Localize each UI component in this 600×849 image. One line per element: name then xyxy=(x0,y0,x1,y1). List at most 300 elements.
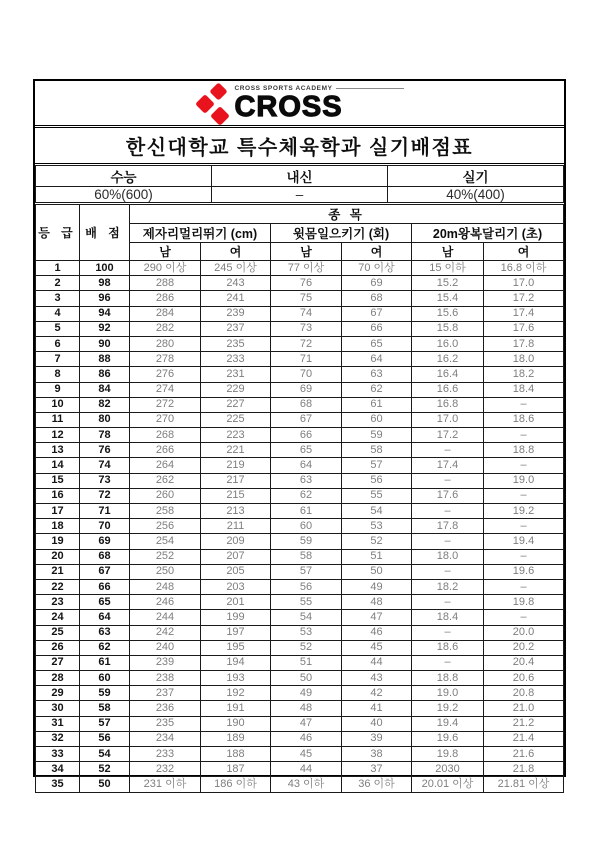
jump-male-cell: 274 xyxy=(130,382,201,397)
points-cell: 96 xyxy=(80,291,130,306)
table-row xyxy=(36,428,564,443)
points-cell: 59 xyxy=(80,686,130,701)
situp-female-cell: 55 xyxy=(342,488,412,503)
run-female-cell: 20.4 xyxy=(484,655,564,670)
run-male-cell: 15.4 xyxy=(412,291,484,306)
table-row xyxy=(36,504,564,519)
table-row xyxy=(36,716,564,731)
table-row xyxy=(36,367,564,382)
table-row xyxy=(36,747,564,762)
table-row xyxy=(36,671,564,686)
situp-female-cell: 59 xyxy=(342,428,412,443)
points-cell: 56 xyxy=(80,731,130,746)
run-male-cell: 15.2 xyxy=(412,276,484,291)
grade-cell: 2 xyxy=(36,276,80,291)
points-cell: 54 xyxy=(80,747,130,762)
jump-male-cell: 258 xyxy=(130,504,201,519)
situp-female-cell: 67 xyxy=(342,306,412,321)
points-cell: 66 xyxy=(80,579,130,594)
grade-cell: 32 xyxy=(36,731,80,746)
table-row xyxy=(36,625,564,640)
situp-female-cell: 63 xyxy=(342,367,412,382)
run-male-cell: 16.6 xyxy=(412,382,484,397)
run-male-cell: 16.2 xyxy=(412,352,484,367)
situp-male-cell: 73 xyxy=(271,321,342,336)
situp-female-cell: 45 xyxy=(342,640,412,655)
situp-male-cell: 69 xyxy=(271,382,342,397)
run-female-cell: 17.4 xyxy=(484,306,564,321)
jump-male-cell: 286 xyxy=(130,291,201,306)
situp-female-cell: 65 xyxy=(342,336,412,351)
points-cell: 57 xyxy=(80,716,130,731)
run-female-cell: 19.8 xyxy=(484,595,564,610)
jump-female-cell: 235 xyxy=(201,336,271,351)
diamond-icon xyxy=(196,94,216,114)
jump-female-cell: 217 xyxy=(201,473,271,488)
jump-female-cell: 215 xyxy=(201,488,271,503)
situp-male-cell: 58 xyxy=(271,549,342,564)
situp-male-cell: 75 xyxy=(271,291,342,306)
jump-male-cell: 264 xyxy=(130,458,201,473)
ratio-label-silgi: 실기 xyxy=(388,166,564,187)
run-male-cell: 18.0 xyxy=(412,549,484,564)
situp-male-cell: 48 xyxy=(271,701,342,716)
points-cell: 50 xyxy=(80,777,130,792)
jump-female-cell: 223 xyxy=(201,428,271,443)
run-female-cell: – xyxy=(484,549,564,564)
jump-female-cell: 233 xyxy=(201,352,271,367)
grade-cell: 20 xyxy=(36,549,80,564)
grade-cell: 6 xyxy=(36,336,80,351)
grade-cell: 25 xyxy=(36,625,80,640)
col-header-female: 여 xyxy=(484,243,564,261)
jump-male-cell: 278 xyxy=(130,352,201,367)
jump-female-cell: 192 xyxy=(201,686,271,701)
table-row xyxy=(36,701,564,716)
run-female-cell: 20.2 xyxy=(484,640,564,655)
run-male-cell: 17.4 xyxy=(412,458,484,473)
jump-female-cell: 237 xyxy=(201,321,271,336)
run-male-cell: 15.8 xyxy=(412,321,484,336)
run-female-cell: – xyxy=(484,519,564,534)
points-cell: 70 xyxy=(80,519,130,534)
run-male-cell: – xyxy=(412,625,484,640)
logo-text-block xyxy=(234,82,403,122)
situp-female-cell: 70 이상 xyxy=(342,261,412,276)
grade-cell: 28 xyxy=(36,671,80,686)
table-row xyxy=(36,777,564,792)
diamond-icon xyxy=(211,106,231,126)
grade-cell: 23 xyxy=(36,595,80,610)
points-cell: 71 xyxy=(80,504,130,519)
table-row xyxy=(36,412,564,427)
points-cell: 64 xyxy=(80,610,130,625)
table-row xyxy=(36,655,564,670)
ratio-label-row xyxy=(36,166,564,187)
points-cell: 98 xyxy=(80,276,130,291)
jump-female-cell: 231 xyxy=(201,367,271,382)
col-header-shuttle-run: 20m왕복달리기 (초) xyxy=(412,224,564,243)
cross-diamonds-icon xyxy=(195,84,233,124)
run-male-cell: 15 이하 xyxy=(412,261,484,276)
jump-male-cell: 282 xyxy=(130,321,201,336)
situp-female-cell: 37 xyxy=(342,762,412,777)
run-male-cell: 17.6 xyxy=(412,488,484,503)
jump-male-cell: 236 xyxy=(130,701,201,716)
jump-female-cell: 229 xyxy=(201,382,271,397)
situp-male-cell: 61 xyxy=(271,504,342,519)
run-female-cell: – xyxy=(484,579,564,594)
jump-male-cell: 242 xyxy=(130,625,201,640)
run-female-cell: 21.8 xyxy=(484,762,564,777)
jump-male-cell: 254 xyxy=(130,534,201,549)
situp-male-cell: 66 xyxy=(271,428,342,443)
col-header-events-group: 종 목 xyxy=(130,205,564,224)
situp-male-cell: 72 xyxy=(271,336,342,351)
run-female-cell: 21.2 xyxy=(484,716,564,731)
table-row xyxy=(36,261,564,276)
grade-cell: 3 xyxy=(36,291,80,306)
points-cell: 69 xyxy=(80,534,130,549)
situp-male-cell: 62 xyxy=(271,488,342,503)
situp-male-cell: 45 xyxy=(271,747,342,762)
col-header-female: 여 xyxy=(201,243,271,261)
run-female-cell: 17.8 xyxy=(484,336,564,351)
situp-male-cell: 60 xyxy=(271,519,342,534)
points-cell: 61 xyxy=(80,655,130,670)
table-row xyxy=(36,321,564,336)
situp-male-cell: 59 xyxy=(271,534,342,549)
situp-male-cell: 50 xyxy=(271,671,342,686)
points-cell: 52 xyxy=(80,762,130,777)
run-female-cell: 20.6 xyxy=(484,671,564,686)
jump-female-cell: 227 xyxy=(201,397,271,412)
run-male-cell: – xyxy=(412,564,484,579)
jump-male-cell: 239 xyxy=(130,655,201,670)
cross-logo xyxy=(195,82,403,124)
jump-female-cell: 209 xyxy=(201,534,271,549)
situp-female-cell: 54 xyxy=(342,504,412,519)
points-cell: 82 xyxy=(80,397,130,412)
run-female-cell: 19.6 xyxy=(484,564,564,579)
jump-female-cell: 186 이하 xyxy=(201,777,271,792)
situp-female-cell: 64 xyxy=(342,352,412,367)
situp-female-cell: 48 xyxy=(342,595,412,610)
situp-female-cell: 42 xyxy=(342,686,412,701)
page-title: 한신대학교 특수체육학과 실기배점표 xyxy=(125,137,474,159)
run-male-cell: 19.2 xyxy=(412,701,484,716)
table-row xyxy=(36,549,564,564)
situp-male-cell: 56 xyxy=(271,579,342,594)
situp-male-cell: 68 xyxy=(271,397,342,412)
jump-female-cell: 191 xyxy=(201,701,271,716)
run-female-cell: 17.2 xyxy=(484,291,564,306)
situp-female-cell: 50 xyxy=(342,564,412,579)
table-row xyxy=(36,579,564,594)
situp-female-cell: 51 xyxy=(342,549,412,564)
run-female-cell: 19.2 xyxy=(484,504,564,519)
grade-cell: 9 xyxy=(36,382,80,397)
table-row xyxy=(36,306,564,321)
grade-cell: 35 xyxy=(36,777,80,792)
points-cell: 92 xyxy=(80,321,130,336)
points-cell: 60 xyxy=(80,671,130,686)
situp-female-cell: 40 xyxy=(342,716,412,731)
table-row xyxy=(36,762,564,777)
situp-female-cell: 36 이하 xyxy=(342,777,412,792)
logo-wordmark: CROSS xyxy=(234,91,343,123)
points-cell: 65 xyxy=(80,595,130,610)
score-table-header xyxy=(36,205,564,261)
run-female-cell: 21.0 xyxy=(484,701,564,716)
jump-female-cell: 203 xyxy=(201,579,271,594)
jump-male-cell: 266 xyxy=(130,443,201,458)
situp-male-cell: 49 xyxy=(271,686,342,701)
situp-male-cell: 77 이상 xyxy=(271,261,342,276)
situp-male-cell: 57 xyxy=(271,564,342,579)
table-row xyxy=(36,610,564,625)
table-row xyxy=(36,564,564,579)
logo-academy-text: CROSS SPORTS ACADEMY xyxy=(234,84,333,92)
grade-cell: 16 xyxy=(36,488,80,503)
jump-male-cell: 250 xyxy=(130,564,201,579)
score-rows xyxy=(36,261,564,793)
logo-header xyxy=(35,81,564,126)
score-ratio-table xyxy=(35,165,564,203)
situp-female-cell: 62 xyxy=(342,382,412,397)
table-row xyxy=(36,276,564,291)
situp-male-cell: 53 xyxy=(271,625,342,640)
jump-female-cell: 243 xyxy=(201,276,271,291)
col-header-grade: 등 급 xyxy=(36,205,80,261)
jump-male-cell: 270 xyxy=(130,412,201,427)
grade-cell: 19 xyxy=(36,534,80,549)
col-header-male: 남 xyxy=(271,243,342,261)
table-row xyxy=(36,731,564,746)
situp-male-cell: 76 xyxy=(271,276,342,291)
jump-male-cell: 290 이상 xyxy=(130,261,201,276)
run-female-cell: – xyxy=(484,610,564,625)
table-row xyxy=(36,352,564,367)
situp-male-cell: 43 이하 xyxy=(271,777,342,792)
situp-female-cell: 47 xyxy=(342,610,412,625)
jump-female-cell: 197 xyxy=(201,625,271,640)
run-female-cell: 21.81 이상 xyxy=(484,777,564,792)
grade-cell: 10 xyxy=(36,397,80,412)
run-male-cell: 2030 xyxy=(412,762,484,777)
title-section xyxy=(35,127,564,164)
situp-female-cell: 68 xyxy=(342,291,412,306)
points-cell: 90 xyxy=(80,336,130,351)
grade-cell: 13 xyxy=(36,443,80,458)
jump-female-cell: 189 xyxy=(201,731,271,746)
situp-female-cell: 38 xyxy=(342,747,412,762)
run-male-cell: 20.01 이상 xyxy=(412,777,484,792)
situp-female-cell: 43 xyxy=(342,671,412,686)
col-header-male: 남 xyxy=(130,243,201,261)
jump-male-cell: 284 xyxy=(130,306,201,321)
ratio-value-naesin: – xyxy=(212,187,388,203)
jump-male-cell: 262 xyxy=(130,473,201,488)
jump-male-cell: 268 xyxy=(130,428,201,443)
run-male-cell: 15.6 xyxy=(412,306,484,321)
situp-female-cell: 52 xyxy=(342,534,412,549)
run-male-cell: – xyxy=(412,595,484,610)
situp-male-cell: 64 xyxy=(271,458,342,473)
jump-female-cell: 190 xyxy=(201,716,271,731)
points-cell: 86 xyxy=(80,367,130,382)
run-male-cell: 16.0 xyxy=(412,336,484,351)
jump-female-cell: 188 xyxy=(201,747,271,762)
jump-male-cell: 233 xyxy=(130,747,201,762)
points-cell: 76 xyxy=(80,443,130,458)
jump-female-cell: 195 xyxy=(201,640,271,655)
points-cell: 74 xyxy=(80,458,130,473)
jump-male-cell: 231 이하 xyxy=(130,777,201,792)
jump-female-cell: 205 xyxy=(201,564,271,579)
jump-female-cell: 245 이상 xyxy=(201,261,271,276)
table-row xyxy=(36,336,564,351)
situp-female-cell: 66 xyxy=(342,321,412,336)
jump-female-cell: 225 xyxy=(201,412,271,427)
grade-cell: 11 xyxy=(36,412,80,427)
table-row xyxy=(36,686,564,701)
run-male-cell: 18.4 xyxy=(412,610,484,625)
grade-cell: 4 xyxy=(36,306,80,321)
grade-cell: 17 xyxy=(36,504,80,519)
grade-cell: 24 xyxy=(36,610,80,625)
run-female-cell: 18.4 xyxy=(484,382,564,397)
run-male-cell: 19.0 xyxy=(412,686,484,701)
score-sheet xyxy=(33,79,566,790)
table-row xyxy=(36,534,564,549)
points-cell: 58 xyxy=(80,701,130,716)
jump-female-cell: 207 xyxy=(201,549,271,564)
grade-cell: 5 xyxy=(36,321,80,336)
run-male-cell: – xyxy=(412,534,484,549)
jump-male-cell: 256 xyxy=(130,519,201,534)
grade-cell: 34 xyxy=(36,762,80,777)
run-male-cell: 18.6 xyxy=(412,640,484,655)
run-male-cell: 17.8 xyxy=(412,519,484,534)
table-row xyxy=(36,291,564,306)
grade-cell: 8 xyxy=(36,367,80,382)
situp-male-cell: 55 xyxy=(271,595,342,610)
grade-cell: 14 xyxy=(36,458,80,473)
jump-male-cell: 238 xyxy=(130,671,201,686)
ratio-value-row xyxy=(36,187,564,203)
situp-male-cell: 67 xyxy=(271,412,342,427)
jump-male-cell: 252 xyxy=(130,549,201,564)
run-male-cell: 16.8 xyxy=(412,397,484,412)
situp-male-cell: 51 xyxy=(271,655,342,670)
situp-male-cell: 74 xyxy=(271,306,342,321)
jump-male-cell: 235 xyxy=(130,716,201,731)
situp-male-cell: 70 xyxy=(271,367,342,382)
run-female-cell: – xyxy=(484,428,564,443)
jump-male-cell: 234 xyxy=(130,731,201,746)
grade-cell: 15 xyxy=(36,473,80,488)
run-female-cell: 19.0 xyxy=(484,473,564,488)
col-header-male: 남 xyxy=(412,243,484,261)
run-male-cell: 16.4 xyxy=(412,367,484,382)
run-female-cell: 18.0 xyxy=(484,352,564,367)
points-cell: 63 xyxy=(80,625,130,640)
run-male-cell: 19.8 xyxy=(412,747,484,762)
jump-female-cell: 219 xyxy=(201,458,271,473)
jump-female-cell: 187 xyxy=(201,762,271,777)
situp-female-cell: 53 xyxy=(342,519,412,534)
grade-cell: 31 xyxy=(36,716,80,731)
grade-cell: 29 xyxy=(36,686,80,701)
header-group-row xyxy=(36,205,564,224)
grade-cell: 26 xyxy=(36,640,80,655)
run-female-cell: 18.6 xyxy=(484,412,564,427)
ratio-label-naesin: 내신 xyxy=(212,166,388,187)
jump-female-cell: 193 xyxy=(201,671,271,686)
grade-cell: 18 xyxy=(36,519,80,534)
situp-male-cell: 63 xyxy=(271,473,342,488)
jump-female-cell: 221 xyxy=(201,443,271,458)
jump-male-cell: 240 xyxy=(130,640,201,655)
jump-female-cell: 194 xyxy=(201,655,271,670)
situp-female-cell: 41 xyxy=(342,701,412,716)
situp-female-cell: 58 xyxy=(342,443,412,458)
jump-female-cell: 201 xyxy=(201,595,271,610)
situp-female-cell: 44 xyxy=(342,655,412,670)
situp-female-cell: 49 xyxy=(342,579,412,594)
jump-male-cell: 280 xyxy=(130,336,201,351)
jump-female-cell: 213 xyxy=(201,504,271,519)
table-row xyxy=(36,640,564,655)
grade-cell: 33 xyxy=(36,747,80,762)
jump-female-cell: 241 xyxy=(201,291,271,306)
situp-male-cell: 71 xyxy=(271,352,342,367)
situp-male-cell: 44 xyxy=(271,762,342,777)
grade-cell: 30 xyxy=(36,701,80,716)
situp-female-cell: 57 xyxy=(342,458,412,473)
run-female-cell: – xyxy=(484,488,564,503)
run-female-cell: – xyxy=(484,458,564,473)
situp-male-cell: 47 xyxy=(271,716,342,731)
jump-male-cell: 232 xyxy=(130,762,201,777)
points-cell: 88 xyxy=(80,352,130,367)
col-header-long-jump: 제자리멀리뛰기 (cm) xyxy=(130,224,271,243)
logo-rule-line xyxy=(336,88,404,89)
run-male-cell: 17.0 xyxy=(412,412,484,427)
jump-male-cell: 246 xyxy=(130,595,201,610)
run-female-cell: 20.8 xyxy=(484,686,564,701)
points-cell: 72 xyxy=(80,488,130,503)
points-cell: 94 xyxy=(80,306,130,321)
run-female-cell: – xyxy=(484,397,564,412)
run-male-cell: 18.8 xyxy=(412,671,484,686)
points-cell: 67 xyxy=(80,564,130,579)
table-row xyxy=(36,519,564,534)
score-table xyxy=(35,204,564,793)
jump-male-cell: 248 xyxy=(130,579,201,594)
run-male-cell: 17.2 xyxy=(412,428,484,443)
situp-male-cell: 46 xyxy=(271,731,342,746)
points-cell: 68 xyxy=(80,549,130,564)
points-cell: 100 xyxy=(80,261,130,276)
grade-cell: 27 xyxy=(36,655,80,670)
ratio-value-silgi: 40%(400) xyxy=(388,187,564,203)
jump-male-cell: 244 xyxy=(130,610,201,625)
points-cell: 84 xyxy=(80,382,130,397)
situp-male-cell: 52 xyxy=(271,640,342,655)
run-female-cell: 21.6 xyxy=(484,747,564,762)
